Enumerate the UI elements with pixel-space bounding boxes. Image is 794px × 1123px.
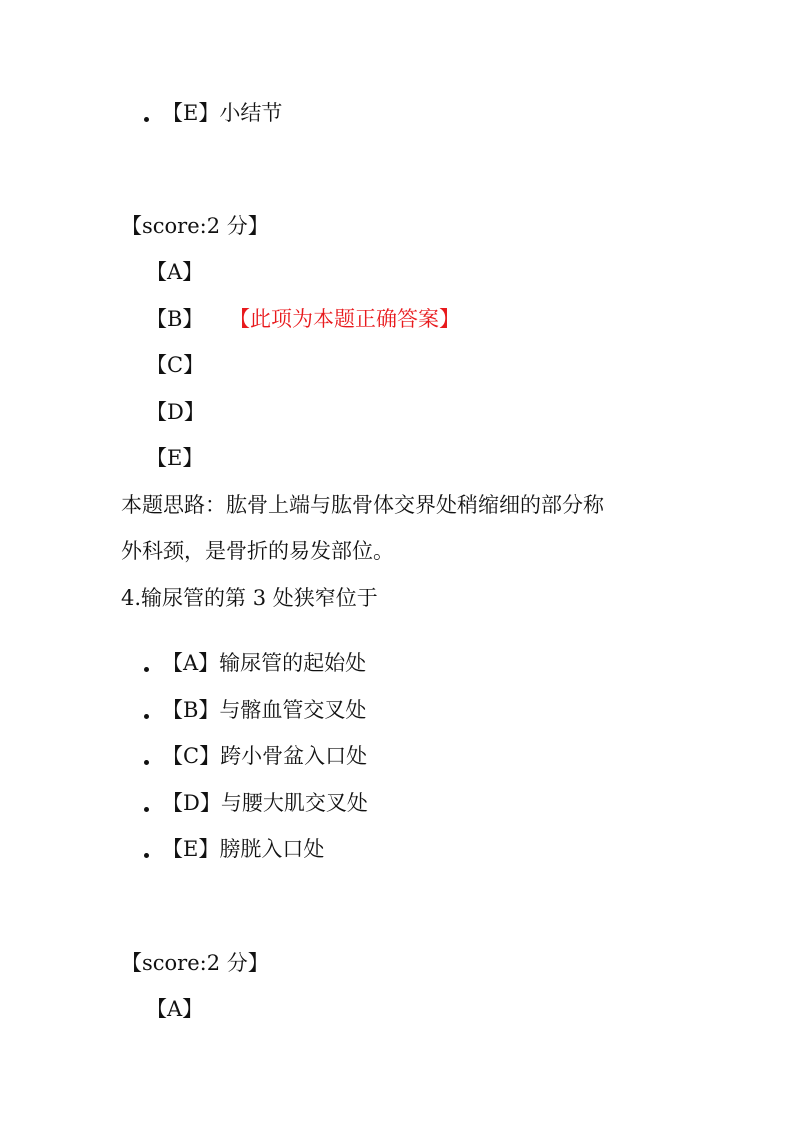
list-bullet	[144, 760, 149, 765]
option-a[interactable]: 【A】输尿管的起始处	[162, 651, 367, 675]
answer-key-c: 【C】	[146, 353, 205, 377]
list-bullet	[144, 667, 149, 672]
option-e[interactable]: 【E】膀胱入口处	[162, 837, 325, 861]
score-label: 【score:2 分】	[121, 214, 269, 238]
score-label: 【score:2 分】	[121, 951, 269, 975]
list-bullet	[144, 714, 149, 719]
explanation-line-1: 本题思路：肱骨上端与肱骨体交界处稍缩细的部分称	[121, 493, 604, 517]
correct-answer-note: 【此项为本题正确答案】	[229, 307, 460, 331]
answer-key-b: 【B】	[146, 307, 204, 331]
option-b[interactable]: 【B】与髂血管交叉处	[162, 698, 367, 722]
explanation-line-2: 外科颈，是骨折的易发部位。	[121, 539, 394, 563]
answer-key-a: 【A】	[146, 997, 204, 1021]
answer-key-e: 【E】	[146, 446, 204, 470]
list-bullet	[144, 117, 149, 122]
answer-key-d: 【D】	[146, 400, 205, 424]
option-e: 【E】小结节	[162, 101, 283, 125]
answer-key-a: 【A】	[146, 260, 204, 284]
question-title: 4.输尿管的第 3 处狭窄位于	[121, 586, 378, 610]
option-c[interactable]: 【C】跨小骨盆入口处	[162, 744, 368, 768]
list-bullet	[144, 853, 149, 858]
option-d[interactable]: 【D】与腰大肌交叉处	[162, 791, 368, 815]
list-bullet	[144, 807, 149, 812]
